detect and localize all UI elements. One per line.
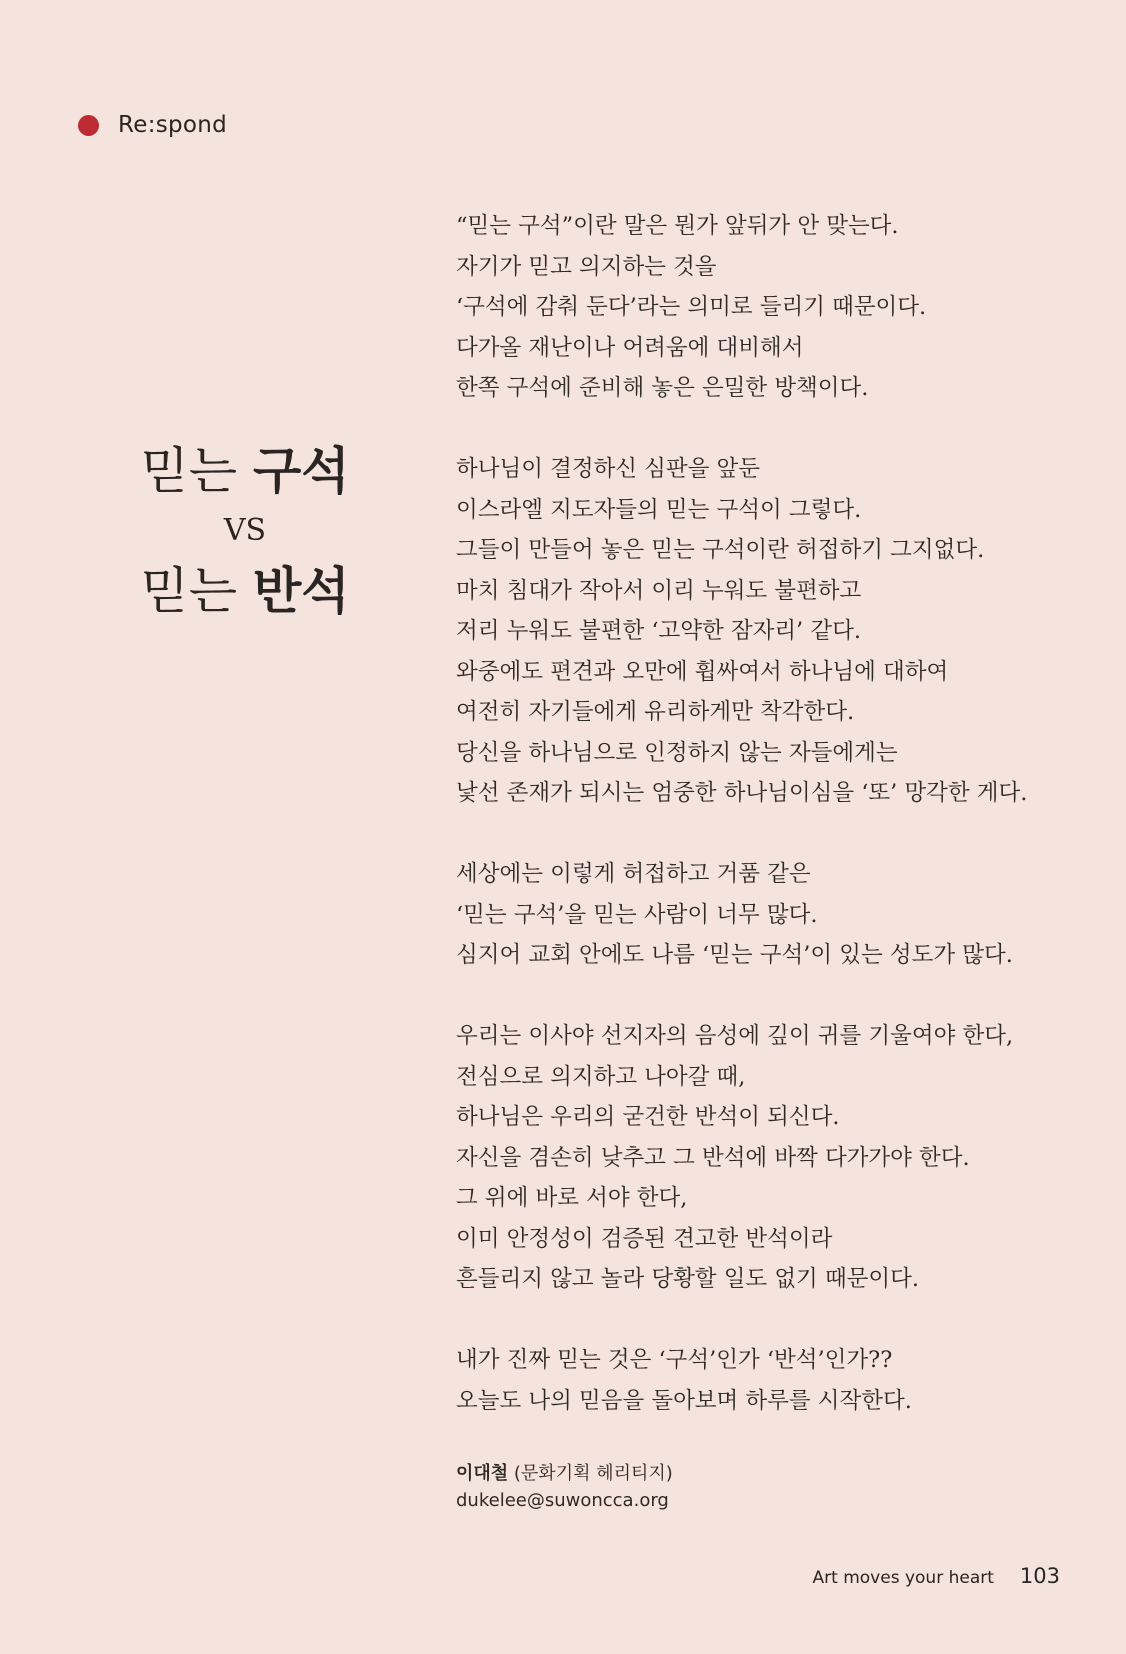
title-line-2-bold: 반석 (252, 561, 350, 620)
section-dot-icon (78, 115, 99, 136)
body-line: 우리는 이사야 선지자의 음성에 깊이 귀를 기울여야 한다, (456, 1023, 1014, 1049)
section-header (78, 112, 227, 138)
body-line: 하나님은 우리의 굳건한 반석이 되신다. (456, 1104, 840, 1130)
body-line: 오늘도 나의 믿음을 돌아보며 하루를 시작한다. (456, 1387, 912, 1414)
author-block (456, 1460, 673, 1514)
body-line: 심지어 교회 안에도 나름 ‘믿는 구석’이 있는 성도가 많다. (456, 942, 1013, 968)
page-number: 103 (1019, 1564, 1060, 1588)
body-line: 와중에도 편견과 오만에 휩싸여서 하나님에 대하여 (456, 658, 949, 685)
title-line-1-light: 믿는 (140, 442, 253, 500)
title-line-1 (120, 440, 370, 502)
body-line: ‘믿는 구석’을 믿는 사람이 너무 많다. (456, 901, 818, 928)
author-email: dukelee@suwoncca.org (456, 1490, 669, 1511)
body-line: 그 위에 바로 서야 한다, (456, 1185, 688, 1211)
body-line: “믿는 구석”이란 말은 뭔가 앞뒤가 안 맞는다. (456, 213, 899, 239)
body-line: 하나님이 결정하신 심판을 앞둔 (456, 456, 761, 482)
title-line-2 (120, 560, 370, 622)
body-line: 내가 진짜 믿는 것은 ‘구석’인가 ‘반석’인가?? (456, 1347, 893, 1373)
title-vs: VS (223, 513, 267, 548)
body-line: 자기가 믿고 의지하는 것을 (456, 253, 717, 280)
body-line: 이스라엘 지도자들의 믿는 구석이 그렇다. (456, 496, 862, 523)
page-footer (813, 1564, 1060, 1588)
body-line: 세상에는 이렇게 허접하고 거품 같은 (456, 861, 811, 887)
stanza (456, 449, 1096, 814)
body-line: 그들이 만들어 놓은 믿는 구석이란 허접하기 그지없다. (456, 537, 985, 563)
body-line: ‘구석에 감춰 둔다’라는 의미로 들리기 때문이다. (456, 294, 927, 320)
body-line: 마치 침대가 작아서 이리 누워도 불편하고 (456, 577, 862, 604)
body-line: 저리 누워도 불편한 ‘고약한 잠자리’ 같다. (456, 618, 861, 644)
body-line: 흔들리지 않고 놀라 당황할 일도 없기 때문이다. (456, 1266, 920, 1292)
body-line: 한쪽 구석에 준비해 놓은 은밀한 방책이다. (456, 375, 869, 401)
author-byline (456, 1460, 673, 1487)
author-name: 이대철 (456, 1463, 509, 1484)
author-affiliation: (문화기획 헤리티지) (508, 1463, 673, 1484)
body-line: 다가올 재난이나 어려움에 대비해서 (456, 334, 804, 361)
body-line: 전심으로 의지하고 나아갈 때, (456, 1063, 746, 1090)
body-line: 이미 안정성이 검증된 견고한 반석이라 (456, 1225, 833, 1252)
article-title (120, 440, 370, 622)
body-line: 여전히 자기들에게 유리하게만 착각한다. (456, 699, 855, 725)
stanza (456, 1340, 1096, 1421)
body-line: 자신을 겸손히 낮추고 그 반석에 바짝 다가가야 한다. (456, 1144, 970, 1171)
stanza (456, 206, 1096, 409)
title-line-1-bold: 구석 (252, 441, 350, 500)
article-body (456, 206, 1096, 1421)
stanza (456, 1016, 1096, 1300)
body-line: 당신을 하나님으로 인정하지 않는 자들에게는 (456, 739, 898, 766)
footer-tagline: Art moves your heart (812, 1568, 994, 1588)
body-line: 낯선 존재가 되시는 엄중한 하나님이심을 ‘또’ 망각한 게다. (456, 780, 1028, 806)
title-line-2-light: 믿는 (140, 562, 253, 620)
section-label: Re:spond (118, 112, 228, 138)
stanza (456, 854, 1096, 976)
